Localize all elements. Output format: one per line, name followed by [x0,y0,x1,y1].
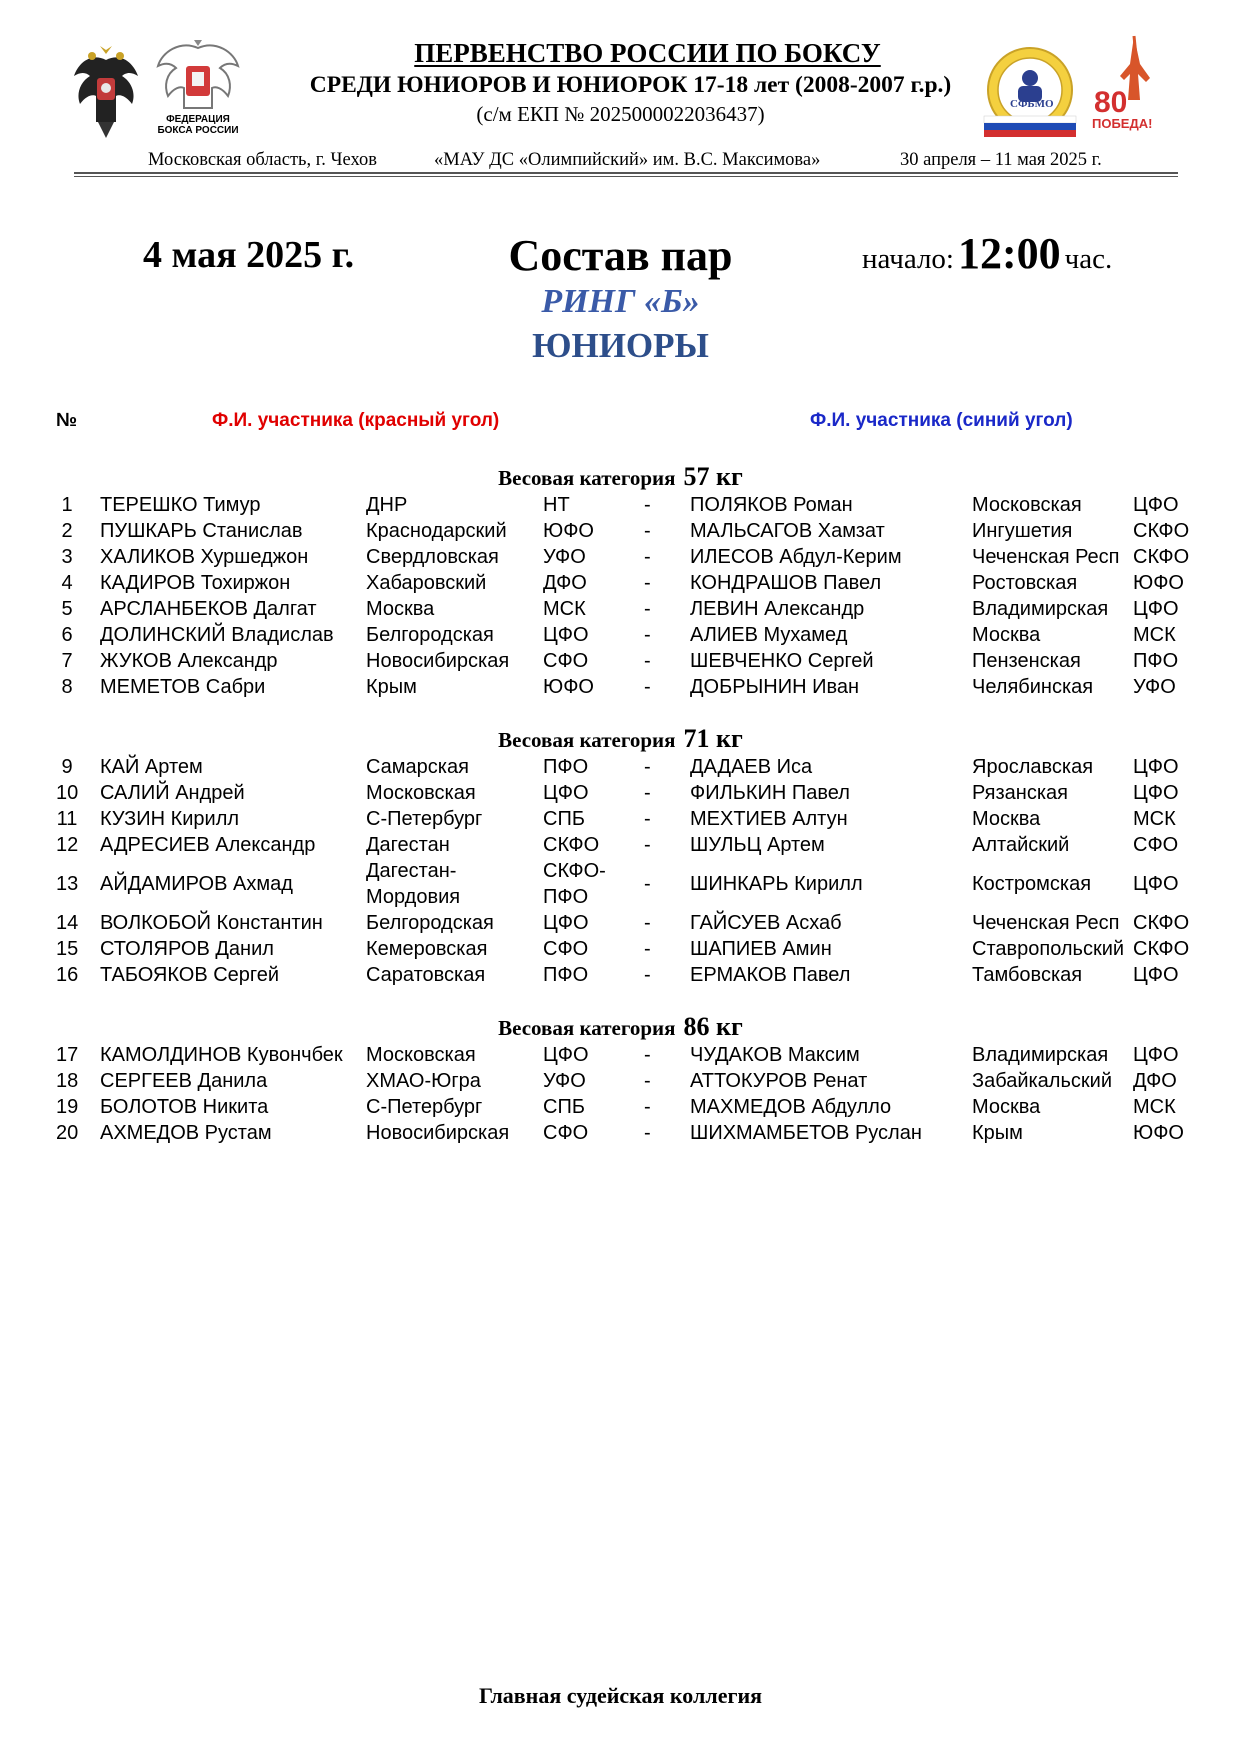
red-fighter-district: ЦФО [543,1044,589,1066]
championship-title: ПЕРВЕНСТВО РОССИИ ПО БОКСУ [414,38,881,68]
versus-dash: - [644,1096,651,1118]
blue-fighter-name: ШИНКАРЬ Кирилл [690,873,863,895]
weight-category-heading [0,724,1241,754]
victory-80-number: 80 [1094,86,1128,119]
versus-dash: - [644,546,651,568]
bout-number: 17 [56,1044,79,1066]
blue-fighter-district: СКФО [1133,546,1190,568]
red-fighter-district: НТ [543,494,570,516]
red-fighter-name: ТЕРЕШКО Тимур [100,494,261,516]
blue-fighter-name: МАЛЬСАГОВ Хамзат [690,520,885,542]
red-fighter-region: ХМАО-Югра [366,1070,481,1092]
blue-fighter-name: ЛЕВИН Александр [690,598,865,620]
red-fighter-region: Московская [366,1044,476,1066]
red-fighter-district: ЮФО [543,520,594,542]
weight-category-value: 71 кг [683,724,743,753]
blue-fighter-region: Ингушетия [972,520,1073,542]
bout-number: 18 [56,1070,79,1092]
blue-fighter-region: Забайкальский [972,1070,1112,1092]
blue-fighter-region: Чеченская Респ [972,546,1120,568]
weight-category-label: Весовая категория [498,728,676,752]
championship-subtitle: СРЕДИ ЮНИОРОВ И ЮНИОРОК 17-18 лет (2008-2007 г.р.) [309,72,952,98]
venue-text: «МАУ ДС «Олимпийский» им. В.С. Максимова» [434,150,821,170]
red-fighter-name: ХАЛИКОВ Хуршеджон [100,546,309,568]
versus-dash: - [644,834,651,856]
versus-dash: - [644,1122,651,1144]
blue-fighter-name: МЕХТИЕВ Алтун [690,808,848,830]
start-time: 12:00 [957,229,1061,278]
red-fighter-region: Москва [366,598,435,620]
column-header-blue-corner: Ф.И. участника (синий угол) [810,410,1073,431]
red-fighter-name: ВОЛКОБОЙ Константин [100,912,323,934]
group-label: ЮНИОРЫ [532,326,709,365]
blue-fighter-region: Москва [972,624,1041,646]
ekp-number: (с/м ЕКП № 2025000022036437) [476,102,765,126]
red-fighter-district: СФО [543,650,589,672]
blue-fighter-region: Московская [972,494,1082,516]
table-row [0,596,1241,622]
blue-fighter-region: Крым [972,1122,1023,1144]
blue-fighter-district: ПФО [1133,650,1179,672]
blue-fighter-name: МАХМЕДОВ Абдулло [690,1096,892,1118]
red-fighter-region: Хабаровский [366,572,487,594]
versus-dash: - [644,756,651,778]
blue-fighter-region: Владимирская [972,1044,1109,1066]
red-fighter-name: СТОЛЯРОВ Данил [100,938,274,960]
red-fighter-name: КУЗИН Кирилл [100,808,240,830]
bout-number: 10 [56,782,79,804]
blue-fighter-district: УФО [1133,676,1176,698]
blue-fighter-name: ГАЙСУЕВ Асхаб [690,912,842,934]
blue-fighter-region: Владимирская [972,598,1109,620]
blue-fighter-region: Тамбовская [972,964,1083,986]
red-fighter-name: ЖУКОВ Александр [100,650,278,672]
table-row [0,936,1241,962]
red-fighter-district: СКФО- [543,860,606,882]
weight-category-value: 86 кг [683,1012,743,1041]
blue-fighter-region: Ростовская [972,572,1078,594]
versus-dash: - [644,494,651,516]
red-fighter-name: АЙДАМИРОВ Ахмад [100,873,293,895]
page-title: Состав пар [508,231,733,280]
blue-fighter-district: ЮФО [1133,572,1184,594]
red-fighter-region: Крым [366,676,417,698]
red-fighter-district: МСК [543,598,586,620]
table-row [0,806,1241,832]
blue-fighter-region: Челябинская [972,676,1094,698]
versus-dash: - [644,624,651,646]
start-unit: час. [1064,243,1113,275]
blue-fighter-region: Москва [972,1096,1041,1118]
blue-fighter-region: Пензенская [972,650,1081,672]
red-fighter-district-second: ПФО [543,886,589,908]
bout-number: 19 [56,1096,79,1118]
bout-number: 13 [56,873,79,895]
bout-number: 5 [61,598,73,620]
chief-judges-signature-line: Главная судейская коллегия [478,1683,763,1708]
red-fighter-name: КАДИРОВ Тохиржон [100,572,291,594]
bout-number: 4 [61,572,73,594]
red-fighter-district: ПФО [543,964,589,986]
blue-fighter-name: ШУЛЬЦ Артем [690,834,825,856]
blue-fighter-name: ПОЛЯКОВ Роман [690,494,853,516]
red-fighter-name: ДОЛИНСКИЙ Владислав [100,624,334,646]
blue-fighter-district: ЦФО [1133,873,1179,895]
table-row [0,1120,1241,1146]
table-row [0,1042,1241,1068]
red-fighter-region: Свердловская [366,546,499,568]
blue-fighter-name: ШЕВЧЕНКО Сергей [690,650,874,672]
table-row [0,1068,1241,1094]
red-fighter-name: БОЛОТОВ Никита [100,1096,269,1118]
red-fighter-region: Кемеровская [366,938,488,960]
table-row [0,544,1241,570]
red-fighter-district: СКФО [543,834,600,856]
red-fighter-region: Дагестан- [366,860,457,882]
red-fighter-name: АДРЕСИЕВ Александр [100,834,316,856]
red-fighter-name: АРСЛАНБЕКОВ Далгат [100,598,317,620]
red-fighter-region: Новосибирская [366,650,510,672]
blue-fighter-name: ЧУДАКОВ Максим [690,1044,860,1066]
ring-label: РИНГ «Б» [541,283,700,320]
table-row [0,674,1241,700]
red-fighter-district: СПБ [543,1096,585,1118]
blue-fighter-name: ЕРМАКОВ Павел [690,964,851,986]
blue-fighter-region: Ставропольский [972,938,1125,960]
red-fighter-district: СФО [543,1122,589,1144]
red-fighter-name: КАЙ Артем [100,756,203,778]
bout-number: 12 [56,834,79,856]
table-row [0,622,1241,648]
blue-fighter-name: АТТОКУРОВ Ренат [690,1070,868,1092]
red-fighter-region: Самарская [366,756,469,778]
red-fighter-district: ЦФО [543,782,589,804]
red-fighter-region: Краснодарский [366,520,507,542]
table-row [0,780,1241,806]
red-fighter-district: ПФО [543,756,589,778]
header-divider-thin [74,176,1178,177]
bout-number: 15 [56,938,79,960]
blue-fighter-district: ЦФО [1133,782,1179,804]
blue-fighter-district: СФО [1133,834,1179,856]
versus-dash: - [644,520,651,542]
table-row [0,910,1241,936]
sfbmo-logo-text: СФБМО [1010,98,1054,110]
blue-fighter-region: Москва [972,808,1041,830]
red-fighter-name: АХМЕДОВ Рустам [100,1122,272,1144]
blue-fighter-district: МСК [1133,1096,1176,1118]
blue-fighter-district: ДФО [1133,1070,1177,1092]
red-fighter-region: Дагестан [366,834,450,856]
column-header-red-corner: Ф.И. участника (красный угол) [212,410,500,431]
blue-fighter-region: Костромская [972,873,1092,895]
red-fighter-name: КАМОЛДИНОВ Кувончбек [100,1044,343,1066]
start-time-block [862,228,1112,279]
red-fighter-name: МЕМЕТОВ Сабри [100,676,266,698]
red-fighter-district: ЦФО [543,912,589,934]
bout-number: 7 [61,650,73,672]
red-fighter-district: ЮФО [543,676,594,698]
versus-dash: - [644,572,651,594]
bout-number: 16 [56,964,79,986]
blue-fighter-region: Рязанская [972,782,1068,804]
weight-category-label: Весовая категория [498,466,676,490]
bout-number: 20 [56,1122,79,1144]
blue-fighter-district: ЦФО [1133,494,1179,516]
versus-dash: - [644,873,651,895]
weight-category-heading [0,1012,1241,1042]
blue-fighter-district: ЦФО [1133,598,1179,620]
bout-number: 1 [61,494,73,516]
red-fighter-region: С-Петербург [366,808,483,830]
blue-fighter-region: Алтайский [972,834,1070,856]
blue-fighter-region: Ярославская [972,756,1094,778]
location-text: Московская область, г. Чехов [148,150,378,170]
red-fighter-region: Новосибирская [366,1122,510,1144]
bout-number: 14 [56,912,79,934]
start-label: начало: [862,243,954,275]
red-fighter-region-second: Мордовия [366,886,461,908]
table-row [0,858,1241,910]
red-fighter-name: САЛИЙ Андрей [100,782,245,804]
bout-number: 6 [61,624,73,646]
weight-category-heading [0,462,1241,492]
versus-dash: - [644,912,651,934]
blue-fighter-name: ДАДАЕВ Иса [690,756,813,778]
weight-category-value: 57 кг [683,462,743,491]
versus-dash: - [644,782,651,804]
red-fighter-district: СПБ [543,808,585,830]
bout-number: 2 [61,520,73,542]
bout-number: 11 [56,808,78,830]
versus-dash: - [644,964,651,986]
table-row [0,962,1241,988]
blue-fighter-district: СКФО [1133,938,1190,960]
table-row [0,754,1241,780]
table-row [0,492,1241,518]
versus-dash: - [644,808,651,830]
versus-dash: - [644,676,651,698]
red-fighter-district: ЦФО [543,624,589,646]
red-fighter-name: ТАБОЯКОВ Сергей [100,964,280,986]
column-header-number: № [56,410,78,431]
federation-logo-text: ФЕДЕРАЦИЯ БОКСА РОССИИ [157,114,239,136]
bout-number: 9 [61,756,73,778]
table-row [0,570,1241,596]
table-row [0,648,1241,674]
table-row [0,1094,1241,1120]
blue-fighter-name: ИЛЕСОВ Абдул-Керим [690,546,902,568]
blue-fighter-name: АЛИЕВ Мухамед [690,624,848,646]
red-fighter-region: С-Петербург [366,1096,483,1118]
red-fighter-region: Московская [366,782,476,804]
versus-dash: - [644,1044,651,1066]
red-fighter-name: ПУШКАРЬ Станислав [100,520,303,542]
blue-fighter-district: ЦФО [1133,964,1179,986]
versus-dash: - [644,1070,651,1092]
dates-text: 30 апреля – 11 мая 2025 г. [900,150,1102,170]
blue-fighter-district: МСК [1133,624,1176,646]
red-fighter-district: УФО [543,1070,586,1092]
red-fighter-region: Белгородская [366,624,494,646]
versus-dash: - [644,650,651,672]
blue-fighter-region: Чеченская Респ [972,912,1120,934]
red-fighter-district: СФО [543,938,589,960]
blue-fighter-district: СКФО [1133,520,1190,542]
blue-fighter-name: ШИХМАМБЕТОВ Руслан [690,1122,922,1144]
blue-fighter-district: СКФО [1133,912,1190,934]
red-fighter-district: УФО [543,546,586,568]
weight-category-label: Весовая категория [498,1016,676,1040]
versus-dash: - [644,938,651,960]
red-fighter-region: Белгородская [366,912,494,934]
table-row [0,518,1241,544]
blue-fighter-name: КОНДРАШОВ Павел [690,572,882,594]
victory-80-text: ПОБЕДА! [1092,116,1153,131]
blue-fighter-name: ДОБРЫНИН Иван [690,676,860,698]
blue-fighter-district: ЦФО [1133,1044,1179,1066]
blue-fighter-district: МСК [1133,808,1176,830]
red-fighter-district: ДФО [543,572,587,594]
red-fighter-region: ДНР [366,494,408,516]
blue-fighter-name: ШАПИЕВ Амин [690,938,832,960]
table-row [0,832,1241,858]
header-divider [74,172,1178,174]
bout-number: 8 [61,676,73,698]
event-date: 4 мая 2025 г. [143,234,355,276]
red-fighter-region: Саратовская [366,964,486,986]
blue-fighter-name: ФИЛЬКИН Павел [690,782,850,804]
blue-fighter-district: ЮФО [1133,1122,1184,1144]
versus-dash: - [644,598,651,620]
red-fighter-name: СЕРГЕЕВ Данила [100,1070,268,1092]
bout-number: 3 [61,546,73,568]
blue-fighter-district: ЦФО [1133,756,1179,778]
